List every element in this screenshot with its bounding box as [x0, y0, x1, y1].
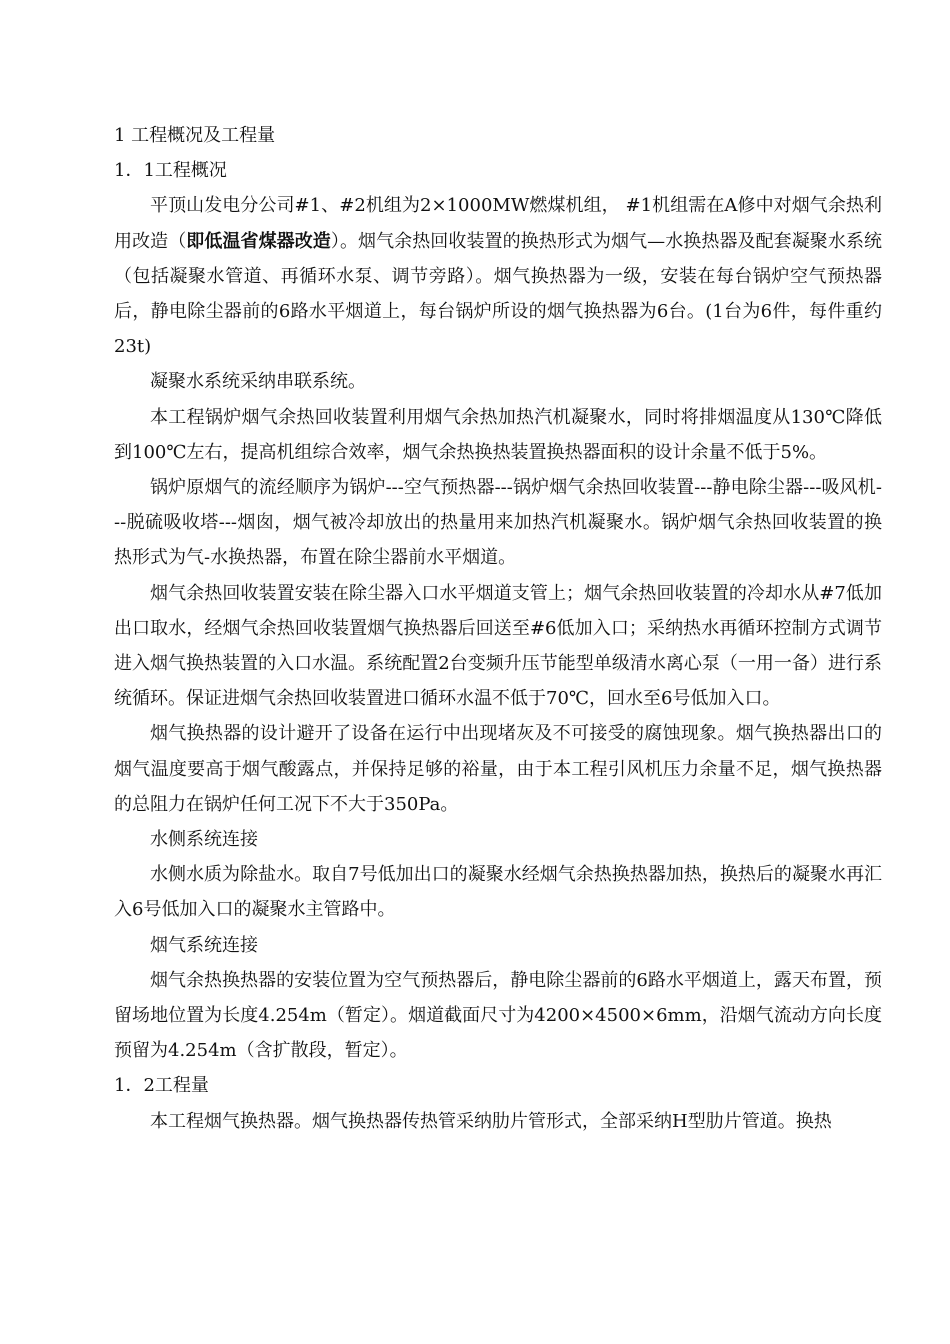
paragraph-8: 水侧水质为除盐水。取自7号低加出口的凝聚水经烟气余热换热器加热，换热后的凝聚水再汇入6号低加入口的凝聚水主管路中。 [114, 864, 882, 921]
subheading-flue-gas: 烟气系统连接 [150, 934, 258, 956]
paragraph-1 [114, 188, 882, 364]
paragraph-6: 烟气换热器的设计避开了设备在运行中出现堵灰及不可接受的腐蚀现象。烟气换热器出口的烟气温度要高于烟气酸露点，并保持足够的裕量，由于本工程引风机压力余量不足，烟气换热器的总阻力在锅炉任何工况下不大于350Pa。 [114, 723, 882, 815]
heading-1: 1 工程概况及工程量 [114, 125, 276, 146]
document-page [114, 118, 882, 1139]
heading-1-1: 1．1工程概况 [114, 160, 227, 182]
paragraph-1-a: 平顶山发电分公司#1、#2机组为2×1000MW燃煤机组， #1机组需在A修中对烟气余热利用改造（ [114, 195, 882, 252]
paragraph-5: 烟气余热回收装置安装在除尘器入口水平烟道支管上；烟气余热回收装置的冷却水从#7低加出口取水，经烟气余热回收装置烟气换热器后回送至#6低加入口；采纳热水再循环控制方式调节进入烟气换热装置的入口水温。系统配置2台变频升压节能型单级清水离心泵（一用一备）进行系统循环。保证进烟气余热回收装置进口循环水温不低于70℃，回水至6号低加入口。 [114, 582, 882, 710]
paragraph-1-b: ）。烟气余热回收装置的换热形式为烟气—水换热器及配套凝聚水系统（包括凝聚水管道、再循环水泵、调节旁路）。烟气换热器为一级，安装在每台锅炉空气预热器后，静电除尘器前的6路水平烟道上，每台锅炉所设的烟气换热器为6台。(1台为6件，每件重约23t) [114, 230, 883, 358]
paragraph-4: 锅炉原烟气的流经顺序为锅炉---空气预热器---锅炉烟气余热回收装置---静电除尘器---吸风机---脱硫吸收塔---烟囱，烟气被冷却放出的热量用来加热汽机凝聚水。锅炉烟气余热回收装置的换热形式为气-水换热器，布置在除尘器前水平烟道。 [114, 477, 882, 569]
subheading-water-side: 水侧系统连接 [150, 829, 258, 851]
heading-1-2: 1．2工程量 [114, 1075, 209, 1097]
paragraph-3: 本工程锅炉烟气余热回收装置利用烟气余热加热汽机凝聚水，同时将排烟温度从130℃降低到100℃左右，提高机组综合效率，烟气余热换热装置换热器面积的设计余量不低于5%。 [114, 406, 882, 463]
paragraph-2: 凝聚水系统采纳串联系统。 [150, 371, 366, 393]
paragraph-11: 本工程烟气换热器。烟气换热器传热管采纳肋片管形式，全部采纳H型肋片管道。换热 [150, 1110, 832, 1132]
paragraph-1-bold: 即低温省煤器改造 [186, 230, 331, 252]
paragraph-10: 烟气余热换热器的安装位置为空气预热器后，静电除尘器前的6路水平烟道上，露天布置，预留场地位置为长度4.254m（暂定）。烟道截面尺寸为4200×4500×6mm，沿烟气流动方向长度预留为4.254m（含扩散段，暂定）。 [114, 969, 882, 1062]
